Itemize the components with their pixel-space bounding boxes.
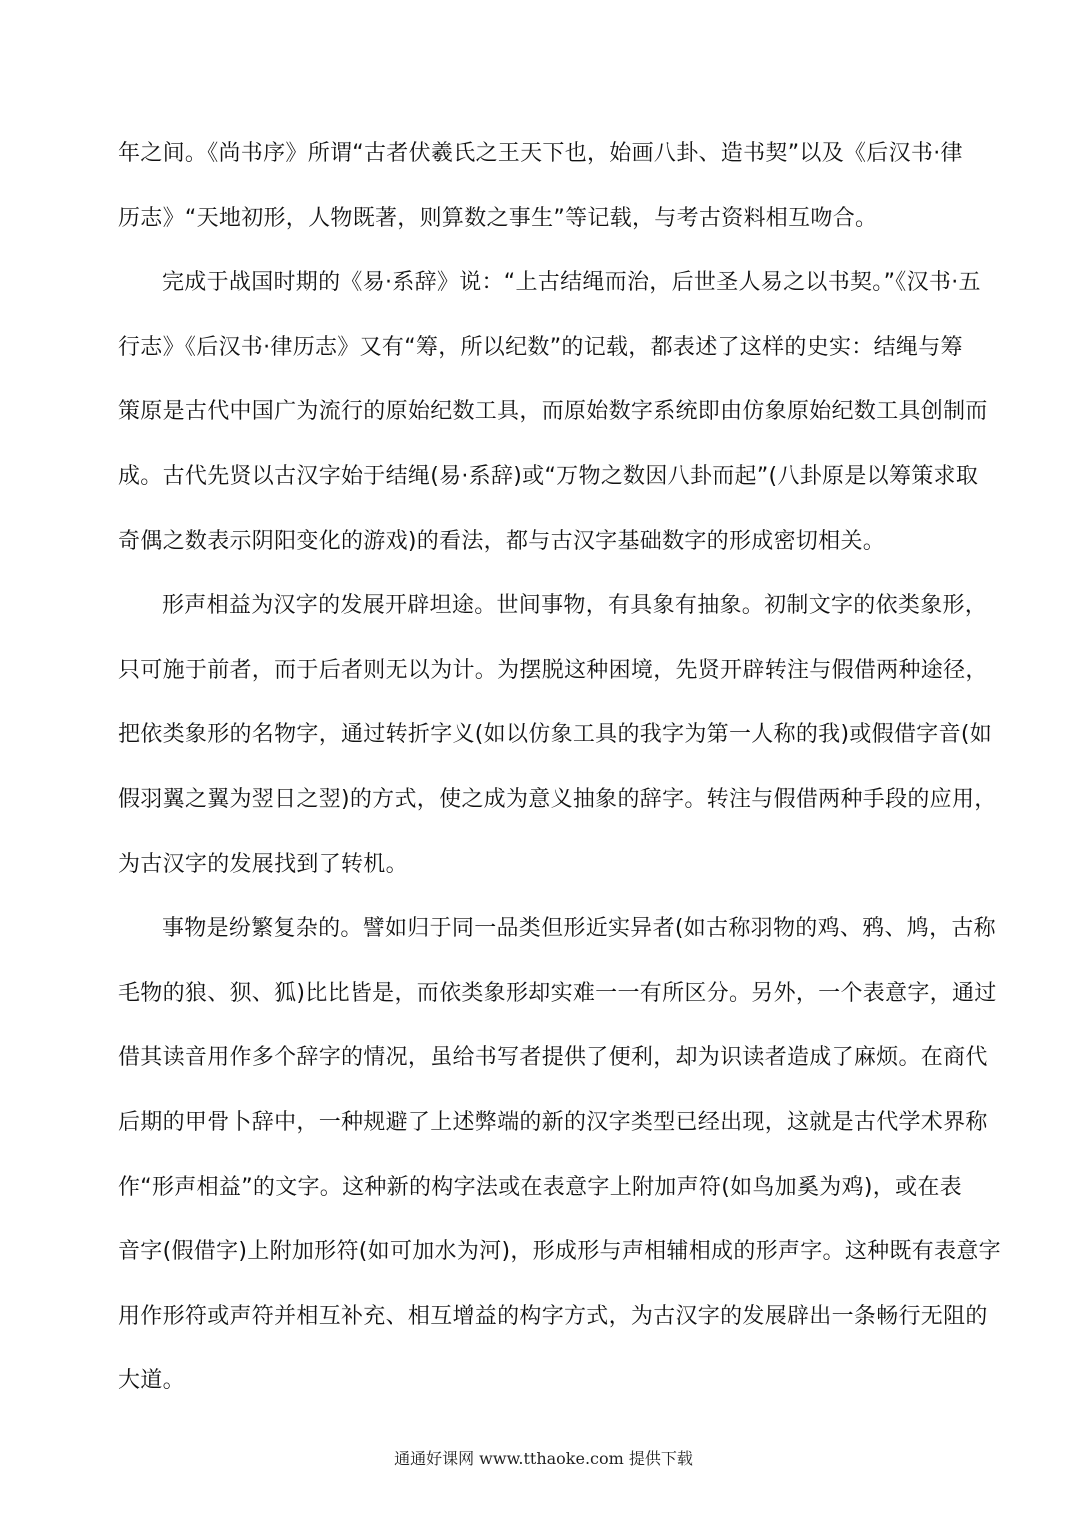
text-line: 奇偶之数表示阴阳变化的游戏)的看法，都与古汉字基础数字的形成密切相关。 [118,528,886,554]
text-line: 为古汉字的发展找到了转机。 [118,851,408,877]
text-line: 假羽翼之翼为翌日之翌)的方式，使之成为意义抽象的辞字。转注与假借两种手段的应用， [118,786,997,812]
text-line: 用作形符或声符并相互补充、相互增益的构字方式，为古汉字的发展辟出一条畅行无阻的 [118,1303,988,1329]
text-line: 年之间。《尚书序》所谓“古者伏羲氏之王天下也，始画八卦、造书契”以及《后汉书·律 [118,141,963,166]
text-line: 策原是古代中国广为流行的原始纪数工具，而原始数字系统即由仿象原始纪数工具创制而 [118,399,988,425]
text-line: 音字(假借字)上附加形符(如可加水为河)，形成形与声相辅相成的形声字。这种既有表意字 [118,1239,1001,1265]
paragraph-first-line: 完成于战国时期的《易·系辞》说：“上古结绳而治，后世圣人易之以书契。”《汉书·五 [162,270,981,296]
text-line: 借其读音用作多个辞字的情况，虽给书写者提供了便利，却为识读者造成了麻烦。在商代 [118,1045,988,1071]
text-line: 大道。 [118,1368,185,1394]
text-line: 后期的甲骨卜辞中，一种规避了上述弊端的新的汉字类型已经出现，这就是古代学术界称 [118,1109,988,1135]
body-text [118,128,1001,1420]
paragraph-first-line: 形声相益为汉字的发展开辟坦途。世间事物，有具象有抽象。初制文字的依类象形， [162,593,988,619]
paragraph-first-line: 事物是纷繁复杂的。譬如归于同一品类但形近实异者(如古称羽物的鸡、鸦、鸠，古称 [162,916,996,942]
text-line: 成。古代先贤以古汉字始于结绳(易·系辞)或“万物之数因八卦而起”(八卦原是以筹策求取 [118,463,979,489]
text-line: 毛物的狼、狈、狐)比比皆是，而依类象形却实难一一有所区分。另外，一个表意字，通过 [118,980,997,1006]
text-line: 行志》《后汉书·律历志》又有“筹，所以纪数”的记载，都表述了这样的史实：结绳与筹 [118,334,963,360]
text-line: 只可施于前者，而于后者则无以为计。为摆脱这种困境，先贤开辟转注与假借两种途径， [118,657,988,683]
text-line: 把依类象形的名物字，通过转折字义(如以仿象工具的我字为第一人称的我)或假借字音(如 [118,722,993,748]
text-line: 历志》“天地初形，人物既著，则算数之事生”等记载，与考古资料相互吻合。 [118,205,878,231]
page-footer: 通通好课网 www.tthaoke.com 提供下载 [394,1449,693,1468]
text-line: 作“形声相益”的文字。这种新的构字法或在表意字上附加声符(如鸟加奚为鸡)，或在表 [118,1174,962,1200]
